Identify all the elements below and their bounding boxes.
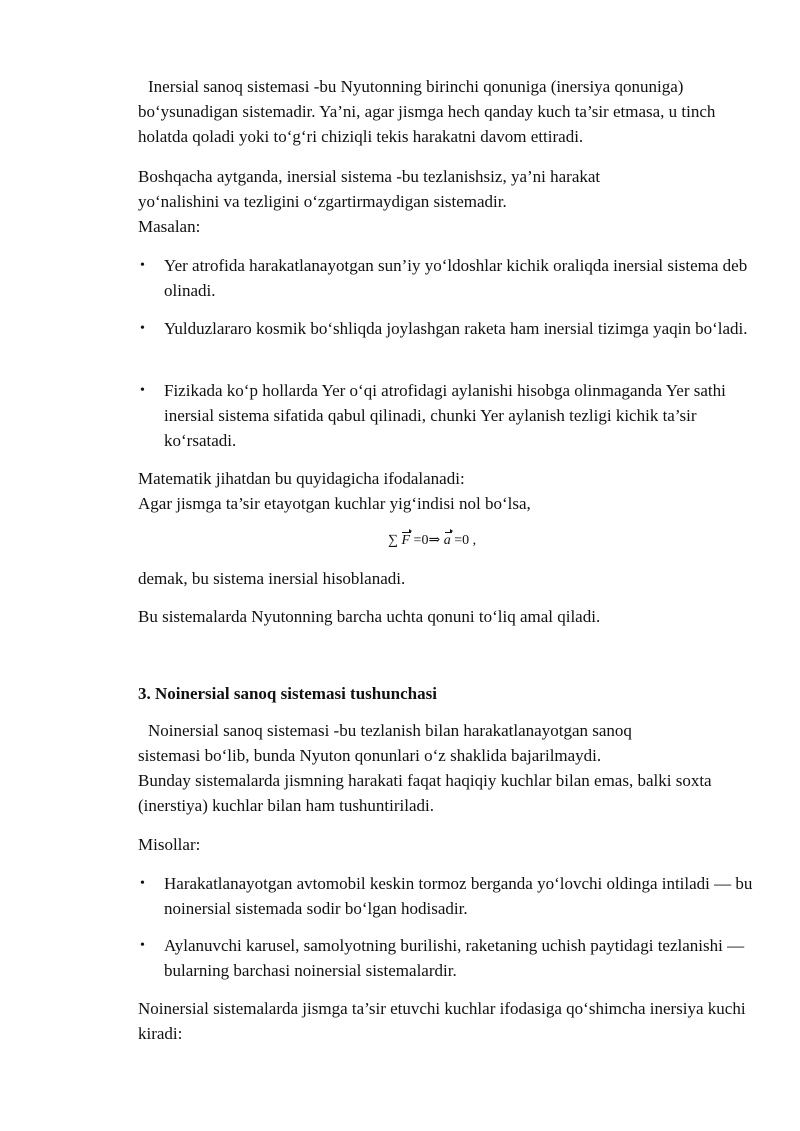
paragraph-math-intro	[138, 466, 758, 516]
bullet-icon: •	[140, 938, 145, 953]
paragraph-inertial-definition: Inersial sanoq sistemasi -bu Nyutonning birinchi qonuniga (inersiya qonuniga) bo‘ysunadigan sistemadir. Ya’ni, agar jismga hech qanday kuch ta’sir etmasa, u tinch holatda qoladi yoki to‘g‘ri chiziqli tekis harakatni davom ettiradi.	[138, 77, 716, 146]
sum-symbol: ∑	[388, 533, 398, 548]
section-heading: 3. Noinersial sanoq sistemasi tushunchasi	[138, 684, 437, 703]
list-item: • Yulduzlararo kosmik bo‘shliqda joylashgan raketa ham inersial tizimga yaqin bo‘ladi.	[138, 316, 758, 341]
equilibrium-formula	[388, 531, 508, 551]
list-item: • Yer atrofida harakatlanayotgan sun’iy yo‘ldoshlar kichik oraliqda inersial sistema deb olinadi.	[138, 253, 758, 303]
examples-label: Masalan:	[138, 217, 201, 236]
examples-label: Misollar:	[138, 835, 201, 854]
formula-equals: =0⇒	[413, 533, 441, 548]
paragraph-noninertial-definition	[138, 718, 758, 818]
paragraph-newton-laws: Bu sistemalarda Nyutonning barcha uchta qonuni to‘liq amal qiladi.	[138, 607, 601, 626]
bullet-icon: •	[140, 321, 145, 336]
list-item: • Fizikada ko‘p hollarda Yer o‘qi atrofidagi aylanishi hisobga olinmaganda Yer sathi inersial sistema sifatida qabul qilinadi, chunki Yer aylanish tezligi kichik ta’sir ko‘rsatadi.	[138, 378, 758, 453]
force-vector: F	[401, 531, 410, 551]
bullet-icon: •	[140, 383, 145, 398]
acceleration-vector: a	[444, 531, 451, 551]
paragraph-line: Bunday sistemalarda jismning harakati faqat haqiqiy kuchlar bilan emas, balki soxta (inerstiya) kuchlar bilan ham tushuntiriladi.	[138, 771, 712, 815]
paragraph-conclusion: demak, bu sistema inersial hisoblanadi.	[138, 569, 406, 588]
paragraph-line: Matematik jihatdan bu quyidagicha ifodalanadi:	[138, 469, 465, 488]
paragraph-line: Boshqacha aytganda, inersial sistema -bu tezlanishsiz, ya’ni harakat	[138, 167, 601, 186]
bullet-icon: •	[140, 876, 145, 891]
paragraph-inertial-explanation	[138, 164, 758, 239]
paragraph-line: Noinersial sanoq sistemasi -bu tezlanish bilan harakatlanayotgan sanoq	[148, 721, 632, 740]
paragraph-inertia-force: Noinersial sistemalarda jismga ta’sir etuvchi kuchlar ifodasiga qo‘shimcha inersiya kuchi kiradi:	[138, 999, 746, 1043]
paragraph-line: Agar jismga ta’sir etayotgan kuchlar yig‘indisi nol bo‘lsa,	[138, 494, 531, 513]
list-item: • Harakatlanayotgan avtomobil keskin tormoz berganda yo‘lovchi oldinga intiladi — bu noinersial sistemada sodir bo‘lgan hodisadir.	[138, 871, 758, 921]
paragraph-line: yo‘nalishini va tezligini o‘zgartirmaydigan sistemadir.	[138, 192, 507, 211]
formula-equals: =0 ,	[454, 533, 477, 548]
bullet-icon: •	[140, 258, 145, 273]
paragraph-line: sistemasi bo‘lib, bunda Nyuton qonunlari o‘z shaklida bajarilmaydi.	[138, 746, 602, 765]
list-item: • Aylanuvchi karusel, samolyotning burilishi, raketaning uchish paytidagi tezlanishi — bularning barchasi noinersial sistemalardir.	[138, 933, 758, 983]
